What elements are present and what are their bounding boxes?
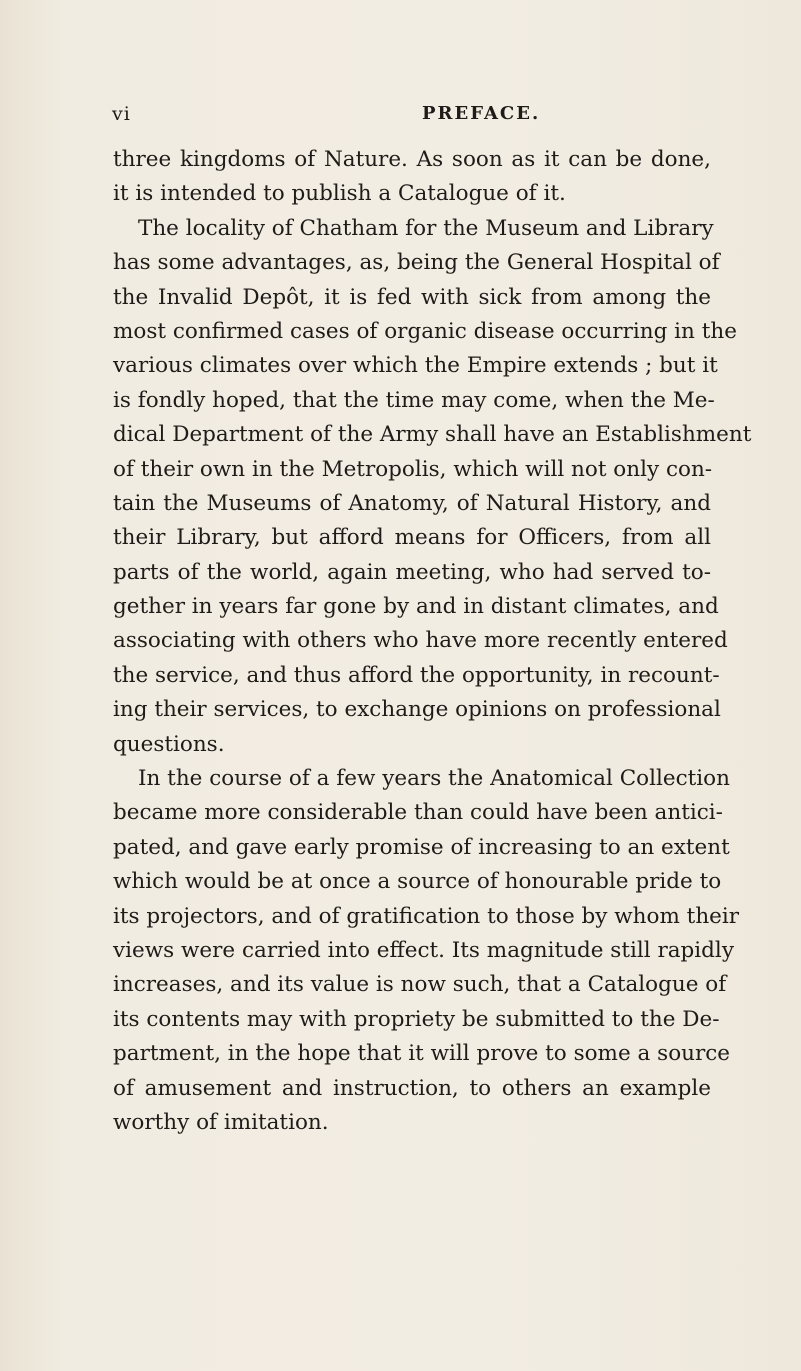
text-line: became more considerable than could have been antici- bbox=[113, 800, 723, 826]
text-line: questions. bbox=[113, 731, 225, 757]
text-line: most confirmed cases of organic disease occurring in the bbox=[113, 318, 737, 344]
text-line: the service, and thus afford the opportunity, in recount- bbox=[113, 662, 720, 688]
text-line: of amusement and instruction, to others an example bbox=[113, 1075, 711, 1101]
text-line: the Invalid Depôt, it is fed with sick from among the bbox=[113, 284, 711, 310]
paragraph bbox=[113, 212, 752, 762]
text-line: worthy of imitation. bbox=[113, 1109, 329, 1135]
text-line: partment, in the hope that it will prove to some a source bbox=[113, 1041, 731, 1067]
text-line: The locality of Chatham for the Museum and Library bbox=[138, 215, 714, 241]
text-line: is fondly hoped, that the time may come, when the Me- bbox=[113, 387, 715, 413]
paragraph bbox=[113, 762, 740, 1140]
text-line: its projectors, and of gratification to those by whom their bbox=[113, 903, 740, 929]
text-line: views were carried into effect. Its magnitude still rapidly bbox=[113, 937, 734, 963]
text-line: parts of the world, again meeting, who had served to- bbox=[113, 559, 711, 585]
text-line: its contents may with propriety be submitted to the De- bbox=[113, 1006, 720, 1032]
body-text bbox=[113, 143, 752, 1140]
text-line: has some advantages, as, being the General Hospital of bbox=[113, 250, 720, 276]
page-header bbox=[112, 103, 712, 133]
text-line: of their own in the Metropolis, which will not only con- bbox=[113, 456, 713, 482]
text-line: In the course of a few years the Anatomical Collection bbox=[138, 766, 730, 792]
text-line: three kingdoms of Nature. As soon as it can be done, bbox=[113, 147, 711, 172]
text-line: ing their services, to exchange opinions on professional bbox=[113, 697, 721, 723]
running-head: PREFACE. bbox=[422, 103, 541, 124]
text-line: their Library, but afford means for Officers, from all bbox=[113, 525, 711, 551]
text-line: it is intended to publish a Catalogue of it. bbox=[113, 181, 566, 207]
text-line: gether in years far gone by and in distant climates, and bbox=[113, 594, 719, 620]
text-line: various climates over which the Empire extends ; but it bbox=[113, 353, 718, 379]
text-line: increases, and its value is now such, that a Catalogue of bbox=[113, 972, 727, 998]
text-line: pated, and gave early promise of increasing to an extent bbox=[113, 834, 730, 860]
text-line: dical Department of the Army shall have an Establishment bbox=[113, 422, 752, 448]
paragraph bbox=[113, 143, 711, 212]
text-line: tain the Museums of Anatomy, of Natural History, and bbox=[113, 490, 711, 516]
page-number: vi bbox=[112, 103, 131, 125]
text-line: which would be at once a source of honourable pride to bbox=[113, 869, 722, 895]
text-line: associating with others who have more recently entered bbox=[113, 628, 728, 654]
